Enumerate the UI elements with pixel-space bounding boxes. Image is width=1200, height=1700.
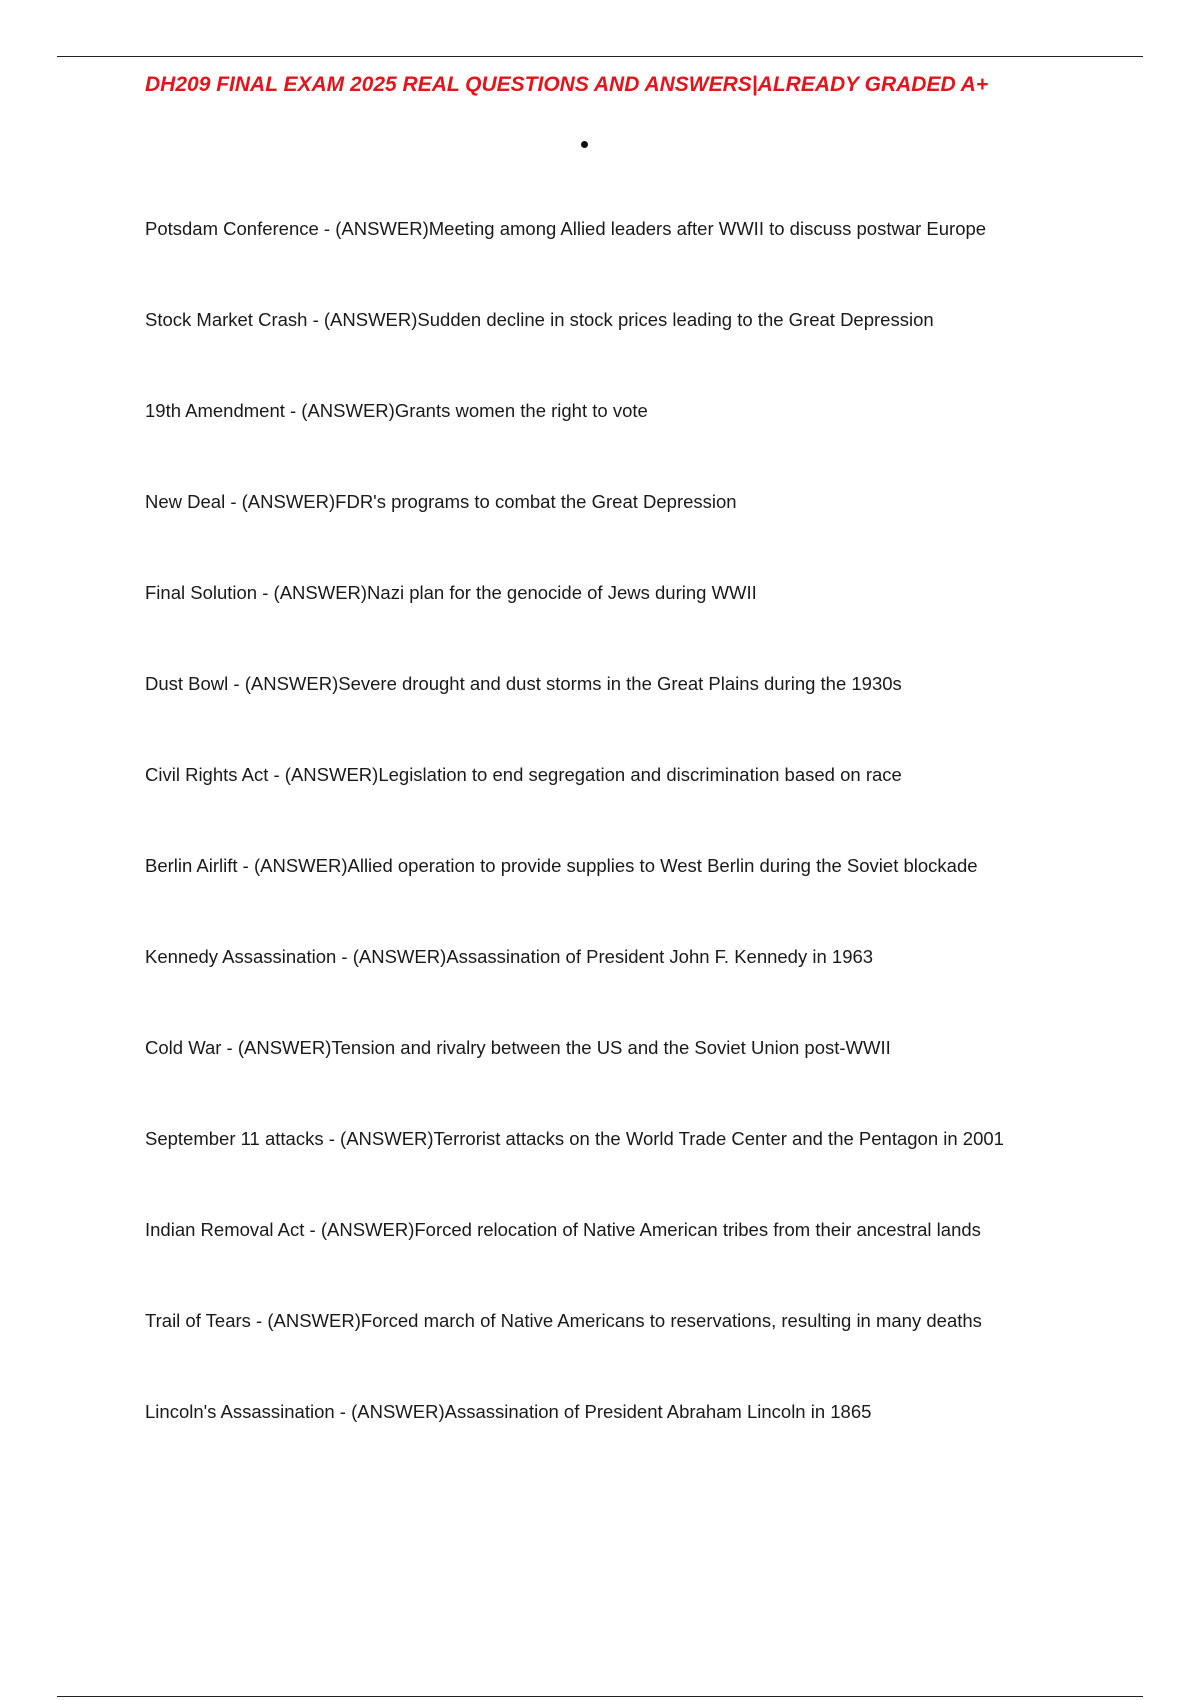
footer-divider: [57, 1696, 1143, 1697]
bullet-point-icon: [581, 141, 588, 148]
document-title: DH209 FINAL EXAM 2025 REAL QUESTIONS AND ANSWERS|ALREADY GRADED A+: [145, 73, 989, 96]
question-answer-list: [145, 214, 1004, 1488]
list-item: Lincoln's Assassination - (ANSWER)Assassination of President Abraham Lincoln in 1865: [145, 1401, 872, 1422]
list-item: New Deal - (ANSWER)FDR's programs to combat the Great Depression: [145, 491, 737, 512]
list-item: 19th Amendment - (ANSWER)Grants women the right to vote: [145, 400, 648, 421]
list-item: Cold War - (ANSWER)Tension and rivalry between the US and the Soviet Union post-WWII: [145, 1037, 891, 1058]
list-item: Indian Removal Act - (ANSWER)Forced relocation of Native American tribes from their ancestral lands: [145, 1219, 981, 1240]
list-item: Potsdam Conference - (ANSWER)Meeting among Allied leaders after WWII to discuss postwar Europe: [145, 218, 987, 239]
list-item: Final Solution - (ANSWER)Nazi plan for the genocide of Jews during WWII: [145, 582, 757, 603]
list-item: Berlin Airlift - (ANSWER)Allied operation to provide supplies to West Berlin during the Soviet blockade: [145, 855, 978, 876]
list-item: Kennedy Assassination - (ANSWER)Assassination of President John F. Kennedy in 1963: [145, 946, 874, 967]
list-item: September 11 attacks - (ANSWER)Terrorist attacks on the World Trade Center and the Pentagon in 2001: [145, 1128, 1004, 1149]
header-divider: [57, 56, 1143, 57]
list-item: Trail of Tears - (ANSWER)Forced march of Native Americans to reservations, resulting in many deaths: [145, 1310, 982, 1331]
list-item: Civil Rights Act - (ANSWER)Legislation to end segregation and discrimination based on race: [145, 764, 902, 785]
list-item: Stock Market Crash - (ANSWER)Sudden decline in stock prices leading to the Great Depression: [145, 309, 934, 330]
list-item: Dust Bowl - (ANSWER)Severe drought and dust storms in the Great Plains during the 1930s: [145, 673, 902, 694]
